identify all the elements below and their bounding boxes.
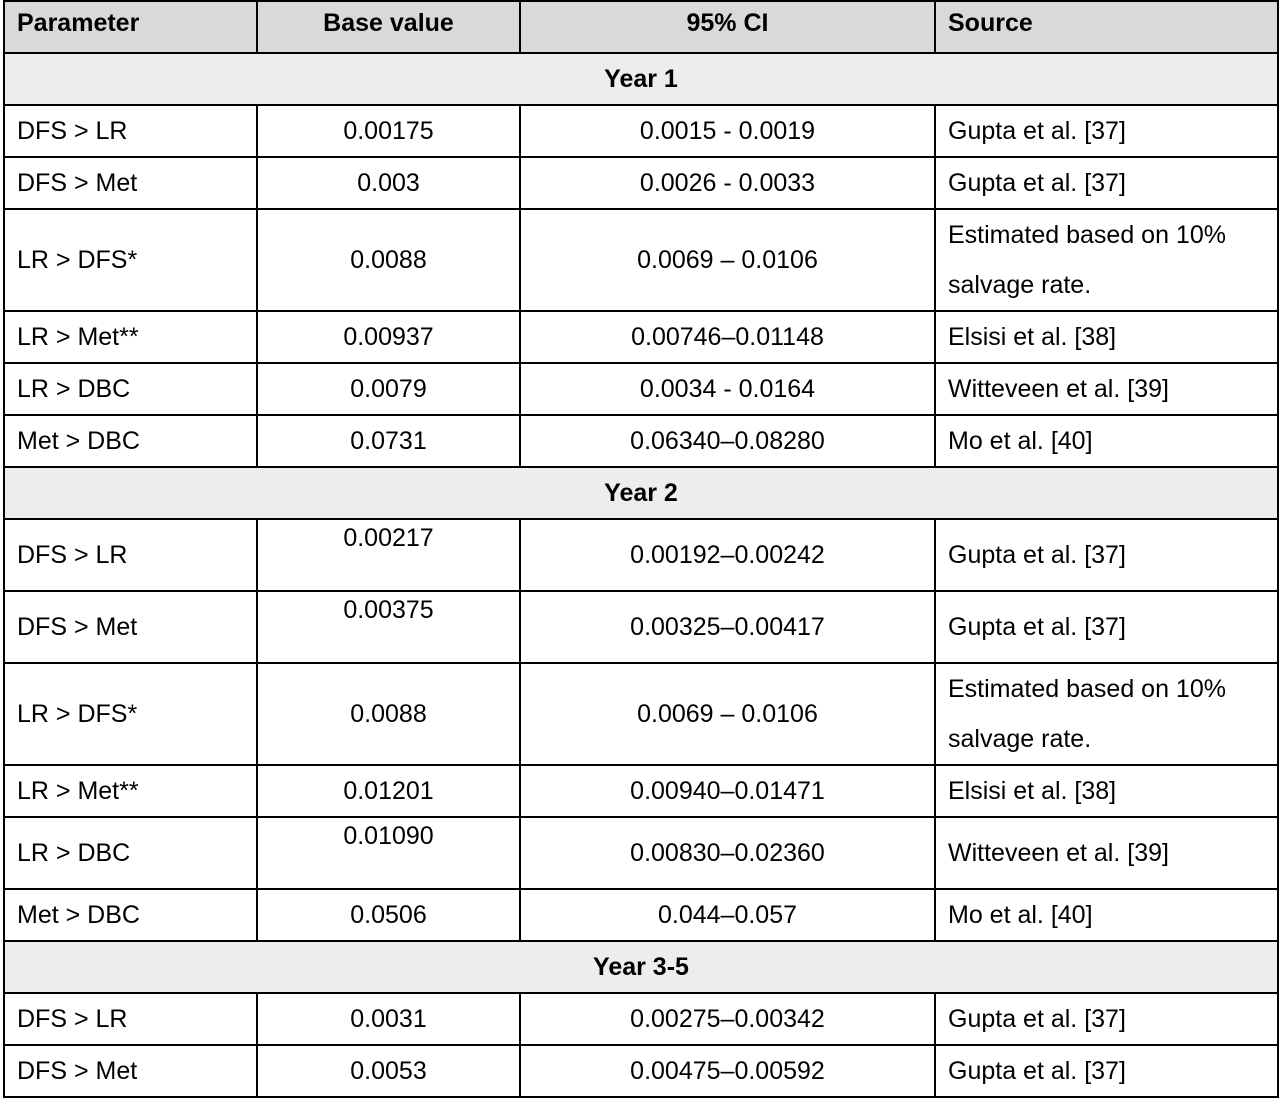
section-header-year-3-5 <box>4 941 1278 993</box>
header-parameter: Parameter <box>4 1 257 53</box>
base-value-cell: 0.0088 <box>257 209 520 311</box>
section-title: Year 3-5 <box>4 941 1278 993</box>
ci-cell: 0.00275–0.00342 <box>520 993 935 1045</box>
ci-cell: 0.044–0.057 <box>520 889 935 941</box>
table-row <box>4 415 1278 467</box>
table-row <box>4 889 1278 941</box>
source-cell: Gupta et al. [37] <box>935 993 1278 1045</box>
parameter-cell: DFS > Met <box>4 591 257 663</box>
ci-cell: 0.00325–0.00417 <box>520 591 935 663</box>
parameter-cell: LR > DBC <box>4 363 257 415</box>
parameter-cell: DFS > LR <box>4 993 257 1045</box>
parameter-cell: DFS > Met <box>4 157 257 209</box>
ci-cell: 0.0034 - 0.0164 <box>520 363 935 415</box>
parameter-cell: LR > DFS* <box>4 663 257 765</box>
table-row <box>4 765 1278 817</box>
ci-cell: 0.00746–0.01148 <box>520 311 935 363</box>
source-cell: Gupta et al. [37] <box>935 157 1278 209</box>
source-cell: Witteveen et al. [39] <box>935 817 1278 889</box>
parameter-cell: LR > Met** <box>4 311 257 363</box>
table-row <box>4 105 1278 157</box>
base-value-cell: 0.003 <box>257 157 520 209</box>
source-cell: Elsisi et al. [38] <box>935 311 1278 363</box>
parameter-cell: Met > DBC <box>4 889 257 941</box>
base-value-cell: 0.0506 <box>257 889 520 941</box>
ci-cell: 0.06340–0.08280 <box>520 415 935 467</box>
table-row <box>4 1045 1278 1097</box>
source-cell: Gupta et al. [37] <box>935 591 1278 663</box>
parameter-cell: DFS > Met <box>4 1045 257 1097</box>
table-row <box>4 663 1278 765</box>
table-row <box>4 519 1278 591</box>
section-header-year-1 <box>4 53 1278 105</box>
table-row <box>4 591 1278 663</box>
table-row <box>4 993 1278 1045</box>
base-value-cell: 0.01090 <box>257 817 520 889</box>
parameter-cell: LR > DBC <box>4 817 257 889</box>
table-row <box>4 817 1278 889</box>
section-title: Year 1 <box>4 53 1278 105</box>
source-cell: Gupta et al. [37] <box>935 519 1278 591</box>
base-value-cell: 0.00375 <box>257 591 520 663</box>
section-title: Year 2 <box>4 467 1278 519</box>
base-value-cell: 0.01201 <box>257 765 520 817</box>
ci-cell: 0.0069 – 0.0106 <box>520 209 935 311</box>
ci-cell: 0.00830–0.02360 <box>520 817 935 889</box>
base-value-cell: 0.0053 <box>257 1045 520 1097</box>
source-cell: Elsisi et al. [38] <box>935 765 1278 817</box>
source-cell: Gupta et al. [37] <box>935 105 1278 157</box>
table-row <box>4 311 1278 363</box>
ci-cell: 0.0069 – 0.0106 <box>520 663 935 765</box>
source-cell: Mo et al. [40] <box>935 415 1278 467</box>
header-ci: 95% CI <box>520 1 935 53</box>
header-base-value: Base value <box>257 1 520 53</box>
table-row <box>4 157 1278 209</box>
ci-cell: 0.0026 - 0.0033 <box>520 157 935 209</box>
source-cell: Witteveen et al. [39] <box>935 363 1278 415</box>
base-value-cell: 0.00175 <box>257 105 520 157</box>
parameter-cell: LR > DFS* <box>4 209 257 311</box>
base-value-cell: 0.0031 <box>257 993 520 1045</box>
table-row <box>4 209 1278 311</box>
parameter-cell: DFS > LR <box>4 519 257 591</box>
header-source: Source <box>935 1 1278 53</box>
parameter-table <box>3 0 1279 1098</box>
base-value-cell: 0.0079 <box>257 363 520 415</box>
ci-cell: 0.00192–0.00242 <box>520 519 935 591</box>
base-value-cell: 0.0088 <box>257 663 520 765</box>
source-cell: Gupta et al. [37] <box>935 1045 1278 1097</box>
ci-cell: 0.00475–0.00592 <box>520 1045 935 1097</box>
section-header-year-2 <box>4 467 1278 519</box>
parameter-cell: DFS > LR <box>4 105 257 157</box>
header-row <box>4 1 1278 53</box>
parameter-cell: Met > DBC <box>4 415 257 467</box>
ci-cell: 0.0015 - 0.0019 <box>520 105 935 157</box>
source-cell: Estimated based on 10% salvage rate. <box>935 663 1278 765</box>
table-row <box>4 363 1278 415</box>
base-value-cell: 0.00217 <box>257 519 520 591</box>
base-value-cell: 0.00937 <box>257 311 520 363</box>
source-cell: Mo et al. [40] <box>935 889 1278 941</box>
ci-cell: 0.00940–0.01471 <box>520 765 935 817</box>
parameter-cell: LR > Met** <box>4 765 257 817</box>
base-value-cell: 0.0731 <box>257 415 520 467</box>
source-cell: Estimated based on 10% salvage rate. <box>935 209 1278 311</box>
